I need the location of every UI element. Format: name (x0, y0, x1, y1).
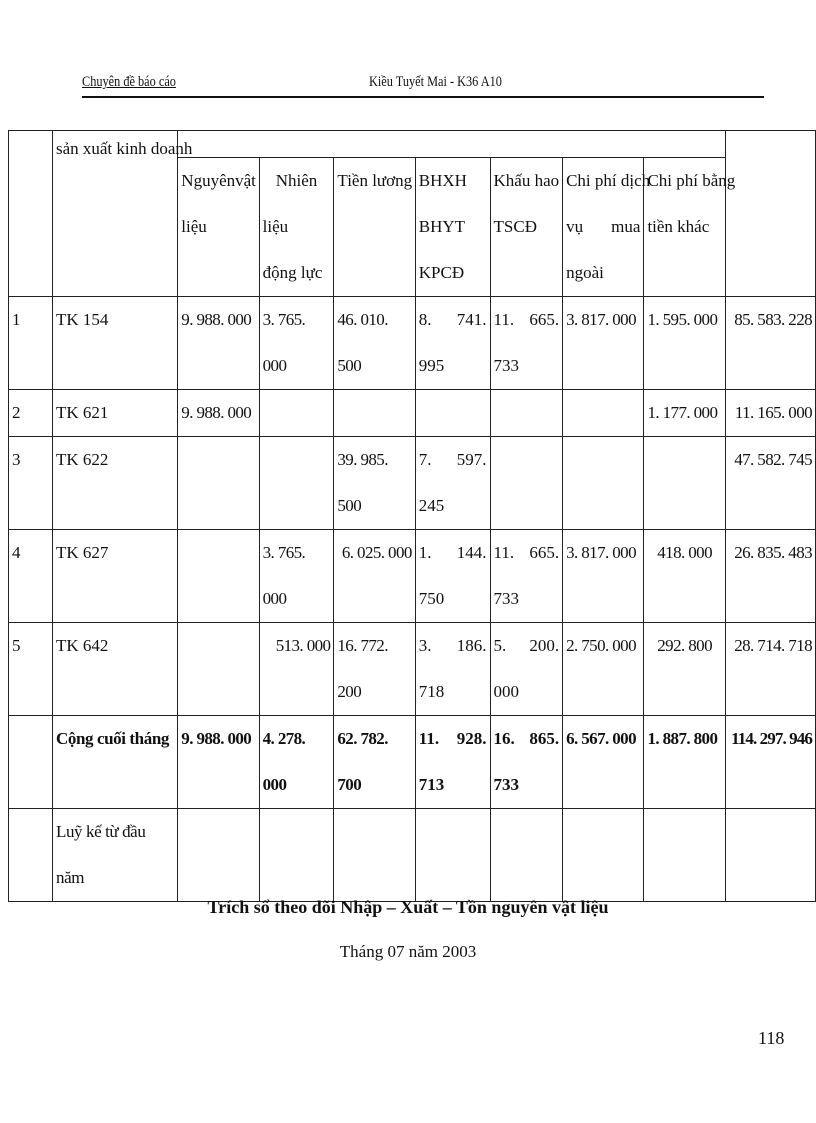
column-header (563, 158, 651, 297)
column-header-text: vụ (566, 217, 584, 236)
fuel-cell (259, 437, 334, 530)
other-cost-cell: 1. 595. 000 (644, 297, 725, 390)
group-span-cell (178, 131, 726, 158)
depreciation-part: 665. (529, 543, 560, 562)
other-cost-cell: 418. 000 (644, 530, 725, 623)
total-cell: 114. 297. 946 (725, 716, 815, 809)
group-header-cell (52, 131, 193, 297)
services-cell (563, 390, 644, 437)
insurance-part: 713 (418, 775, 445, 794)
salary-cell: 6. 025. 000 (334, 530, 415, 623)
insurance-part: 741. (456, 310, 487, 329)
salary-cell (334, 390, 415, 437)
insurance-part: 718 (418, 682, 445, 701)
column-header-text: liệu (181, 217, 207, 236)
depreciation-cell (490, 716, 563, 809)
services-cell (563, 809, 644, 902)
total-row (9, 716, 816, 809)
depreciation-cell (490, 809, 563, 902)
table-row (9, 297, 816, 390)
column-header-text: TSCĐ (493, 217, 537, 236)
page-number: 118 (758, 1028, 785, 1048)
depreciation-cell (490, 623, 563, 716)
table-row (9, 530, 816, 623)
services-cell (563, 437, 644, 530)
salary-cell: 39. 985. 500 (334, 437, 415, 530)
fuel-cell: 3. 765. 000 (259, 530, 334, 623)
column-header (178, 158, 259, 297)
depreciation-part: 733 (493, 356, 520, 375)
insurance-part: 186. (456, 636, 487, 655)
section-subtitle: Tháng 07 năm 2003 (339, 942, 477, 961)
column-header-text: Tiền lương (337, 171, 413, 190)
column-header (334, 158, 415, 297)
depreciation-cell (490, 390, 563, 437)
insurance-part: 928. (456, 729, 487, 748)
insurance-cell (415, 530, 490, 623)
material-cell: 9. 988. 000 (178, 390, 259, 437)
other-cost-cell: 292. 800 (644, 623, 725, 716)
table-row (9, 623, 816, 716)
account-cell: TK 154 (52, 297, 177, 390)
depreciation-cell (490, 437, 563, 530)
salary-cell: 16. 772. 200 (334, 623, 415, 716)
insurance-part: 8. (418, 310, 432, 329)
header-author-text: Kiều Tuyết Mai - K36 A10 (369, 74, 502, 90)
insurance-part: 245 (418, 496, 445, 515)
insurance-cell (415, 716, 490, 809)
other-cost-cell: 1. 177. 000 (644, 390, 725, 437)
column-header-text: ngoài (566, 263, 604, 282)
other-cost-cell (644, 437, 725, 530)
stt-header-cell (9, 131, 53, 297)
row-number (9, 809, 53, 902)
depreciation-part: 733 (493, 589, 520, 608)
fuel-cell: 3. 765. 000 (259, 297, 334, 390)
page-header (82, 74, 764, 98)
insurance-cell (415, 297, 490, 390)
column-header-text: Chi phí dịch (566, 171, 651, 190)
row-number: 2 (9, 390, 53, 437)
depreciation-part: 5. (493, 636, 507, 655)
depreciation-part: 665. (529, 310, 560, 329)
salary-cell (334, 809, 415, 902)
depreciation-part: 865. (529, 729, 560, 748)
total-cell: 28. 714. 718 (725, 623, 815, 716)
insurance-part: 995 (418, 356, 445, 375)
insurance-cell (415, 623, 490, 716)
insurance-cell (415, 390, 490, 437)
account-cell: TK 642 (52, 623, 177, 716)
total-cell: 85. 583. 228 (725, 297, 815, 390)
fuel-cell: 513. 000 (259, 623, 334, 716)
fuel-cell (259, 390, 334, 437)
column-header-text: Khấu hao (493, 171, 560, 190)
row-number: 5 (9, 623, 53, 716)
salary-cell: 62. 782. 700 (334, 716, 415, 809)
row-number: 3 (9, 437, 53, 530)
group-label: sản xuất kinh doanh (55, 139, 193, 158)
column-header (415, 158, 490, 297)
table-row (9, 390, 816, 437)
insurance-part: 750 (418, 589, 445, 608)
table-header-row-1 (9, 131, 816, 158)
account-cell: TK 621 (52, 390, 177, 437)
insurance-part: 144. (456, 543, 487, 562)
total-cell (725, 809, 815, 902)
column-header-text: Nguyên (181, 171, 236, 190)
column-header-text: Chi phí bằng (647, 171, 736, 190)
cumulative-row (9, 809, 816, 902)
material-cell (178, 530, 259, 623)
services-cell: 6. 567. 000 (563, 716, 644, 809)
total-cell: 47. 582. 745 (725, 437, 815, 530)
material-cell (178, 623, 259, 716)
column-header-text: liệu (262, 217, 289, 236)
column-header-text: động lực (262, 263, 323, 282)
section-title: Trích sổ theo dõi Nhập – Xuất – Tồn nguyên vật liệu (207, 897, 609, 917)
insurance-part: 597. (456, 450, 487, 469)
account-cell: TK 627 (52, 530, 177, 623)
column-header (490, 158, 563, 297)
fuel-cell (259, 809, 334, 902)
table-row (9, 437, 816, 530)
column-header-text: vật (235, 171, 256, 190)
depreciation-part: 16. (493, 729, 515, 748)
total-cell: 11. 165. 000 (725, 390, 815, 437)
salary-cell: 46. 010. 500 (334, 297, 415, 390)
depreciation-part: 200. (529, 636, 560, 655)
insurance-cell (415, 437, 490, 530)
column-header-text: tiền khác (647, 217, 710, 236)
header-left-text: Chuyên đề báo cáo (82, 74, 176, 90)
column-header-text: mua (611, 217, 641, 236)
insurance-part: 1. (418, 543, 432, 562)
row-number: 4 (9, 530, 53, 623)
depreciation-part: 733 (493, 775, 520, 794)
other-cost-cell (644, 809, 725, 902)
account-cell: TK 622 (52, 437, 177, 530)
column-header-text: KPCĐ (418, 263, 465, 282)
column-header-text: BHYT (418, 217, 466, 236)
depreciation-part: 11. (493, 310, 515, 329)
row-number: 1 (9, 297, 53, 390)
total-header-cell (725, 131, 815, 297)
depreciation-cell (490, 530, 563, 623)
depreciation-part: 000 (493, 682, 520, 701)
insurance-part: 3. (418, 636, 432, 655)
depreciation-cell (490, 297, 563, 390)
column-header-text: Nhiên (275, 171, 318, 190)
depreciation-part: 11. (493, 543, 515, 562)
other-cost-cell: 1. 887. 800 (644, 716, 725, 809)
services-cell: 3. 817. 000 (563, 297, 644, 390)
material-cell (178, 809, 259, 902)
total-row-label: Cộng cuối tháng (52, 716, 177, 809)
insurance-part: 7. (418, 450, 432, 469)
cumulative-label: Luỹ kế từ đầu năm (52, 809, 177, 902)
column-header (259, 158, 334, 297)
material-cell (178, 437, 259, 530)
insurance-cell (415, 809, 490, 902)
cost-table (8, 130, 816, 902)
row-number (9, 716, 53, 809)
services-cell: 3. 817. 000 (563, 530, 644, 623)
column-header (644, 158, 736, 297)
insurance-part: 11. (418, 729, 440, 748)
material-cell: 9. 988. 000 (178, 297, 259, 390)
services-cell: 2. 750. 000 (563, 623, 644, 716)
fuel-cell: 4. 278. 000 (259, 716, 334, 809)
total-cell: 26. 835. 483 (725, 530, 815, 623)
material-cell: 9. 988. 000 (178, 716, 259, 809)
column-header-text: BHXH (418, 171, 467, 190)
